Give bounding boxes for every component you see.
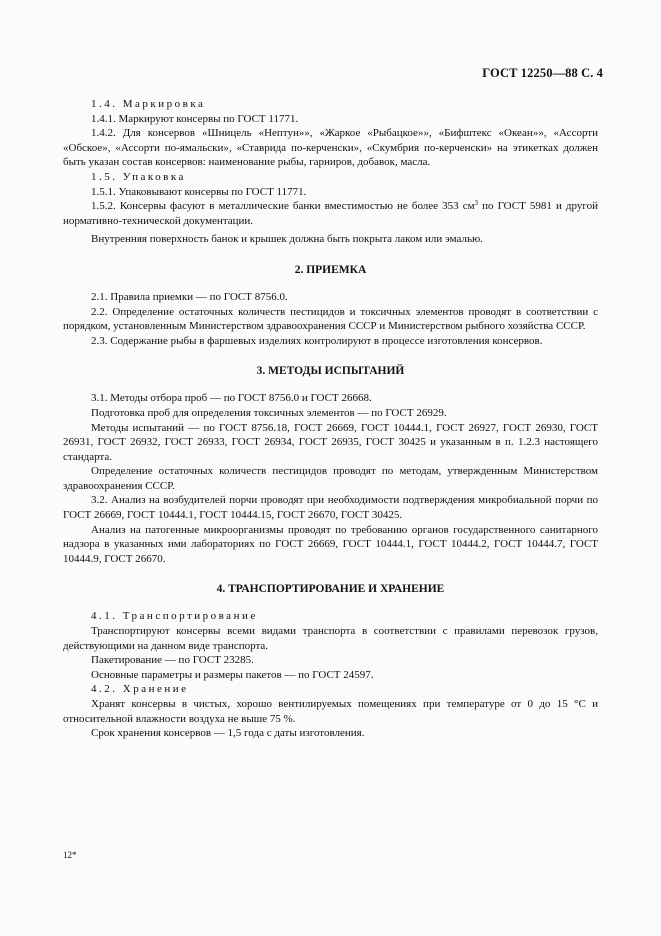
clause-4-1-heading: 4.1. Транспортирование: [91, 610, 258, 623]
clause-1-4-2: 1.4.2. Для консервов «Шницель «Нептун»», «Жаркое «Рыбацкое»», «Бифштекс «Океан»», «Ассорти «Обское», «Ассорти по-ямальски», «Ставрида по-керченски», «Скумбрия по-керченски» на этикетках должен быть указан состав консервов: наименование рыбы, гарниров, добавок, масла.: [63, 127, 598, 169]
clause-1-5-heading: 1.5. Упаковка: [91, 170, 186, 183]
section-transport-storage: [63, 609, 598, 740]
clause-3-1-pesticides: Определение остаточных количеств пестицидов проводят по методам, утвержденным Министерством здравоохранения СССР.: [63, 465, 598, 492]
section-acceptance: [63, 290, 598, 348]
clause-1-5-1: 1.5.1. Упаковывают консервы по ГОСТ 11771.: [91, 185, 307, 198]
clause-3-1: 3.1. Методы отбора проб — по ГОСТ 8756.0 и ГОСТ 26668.: [91, 392, 372, 405]
clause-4-1-text: Транспортируют консервы всеми видами транспорта в соответствии с правилами перевозок грузов, действующими на данном виде транспорта.: [63, 625, 598, 652]
page-footer-mark: 12*: [63, 850, 77, 860]
clause-1-5-2-text: 1.5.2. Консервы фасуют в металлические банки вместимостью не более 353 см: [91, 200, 475, 213]
clause-3-1-methods: Методы испытаний — по ГОСТ 8756.18, ГОСТ 26669, ГОСТ 10444.1, ГОСТ 26927, ГОСТ 26930, ГОСТ 26931, ГОСТ 26932, ГОСТ 26933, ГОСТ 26934, ГОСТ 26935, ГОСТ 30425 и указанным в п. 1.2.3 настоящего стандарта.: [63, 421, 598, 463]
clause-3-2-pathogens: Анализ на патогенные микроорганизмы проводят по требованию органов государственного санитарного надзора в указанных ими лабораториях по ГОСТ 26669, ГОСТ 10444.1, ГОСТ 10444.2, ГОСТ 10444.7, ГОСТ 10444.9, ГОСТ 26670.: [63, 523, 598, 565]
clause-1-5-2: [63, 199, 598, 228]
section-marking-packing: [63, 97, 598, 247]
clause-4-2-shelf-life: Срок хранения консервов — 1,5 года с даты изготовления.: [91, 727, 365, 740]
section-title-transport-storage: 4. ТРАНСПОРТИРОВАНИЕ И ХРАНЕНИЕ: [216, 583, 445, 596]
clause-1-4-heading: 1.4. Маркировка: [91, 98, 206, 110]
clause-1-4-1: 1.4.1. Маркируют консервы по ГОСТ 11771.: [91, 112, 299, 125]
clause-3-1-sample-prep: Подготовка проб для определения токсичных элементов — по ГОСТ 26929.: [91, 406, 447, 419]
clause-1-5-2-text-after: по ГОСТ 5981 и другой нормативно-технической документации.: [63, 200, 598, 227]
section-test-methods: [63, 391, 598, 566]
document-body: [63, 97, 598, 741]
clause-4-2-text: Хранят консервы в чистых, хорошо вентилируемых помещениях при температуре от 0 до 15 °С и относительной влажности воздуха не выше 75 %.: [63, 698, 598, 725]
clause-4-1-package-params: Основные параметры и размеры пакетов — по ГОСТ 24597.: [91, 668, 374, 681]
section-title-test-methods: 3. МЕТОДЫ ИСПЫТАНИЙ: [256, 365, 405, 378]
clause-2-1: 2.1. Правила приемки — по ГОСТ 8756.0.: [91, 290, 288, 303]
section-title-acceptance: 2. ПРИЕМКА: [294, 263, 367, 276]
clause-2-2: 2.2. Определение остаточных количеств пестицидов и токсичных элементов проводят в соответствии с порядком, установленным Министерством здравоохранения СССР и Министерством рыбного хозяйства СССР.: [63, 305, 598, 333]
clause-4-1-packaging: Пакетирование — по ГОСТ 23285.: [91, 654, 254, 667]
page-header: ГОСТ 12250—88 С. 4: [482, 66, 603, 80]
clause-4-2-heading: 4.2. Хранение: [91, 683, 189, 696]
clause-3-2: 3.2. Анализ на возбудителей порчи проводят при необходимости подтверждения микробиальной порчи по ГОСТ 26669, ГОСТ 10444.1, ГОСТ 10444.15, ГОСТ 26670, ГОСТ 30425.: [63, 494, 598, 522]
clause-2-3: 2.3. Содержание рыбы в фаршевых изделиях контролируют в процессе изготовления консервов.: [91, 334, 543, 347]
clause-1-5-2-note: Внутренняя поверхность банок и крышек должна быть покрыта лаком или эмалью.: [91, 233, 483, 246]
superscript-exponent: 3: [474, 199, 479, 208]
